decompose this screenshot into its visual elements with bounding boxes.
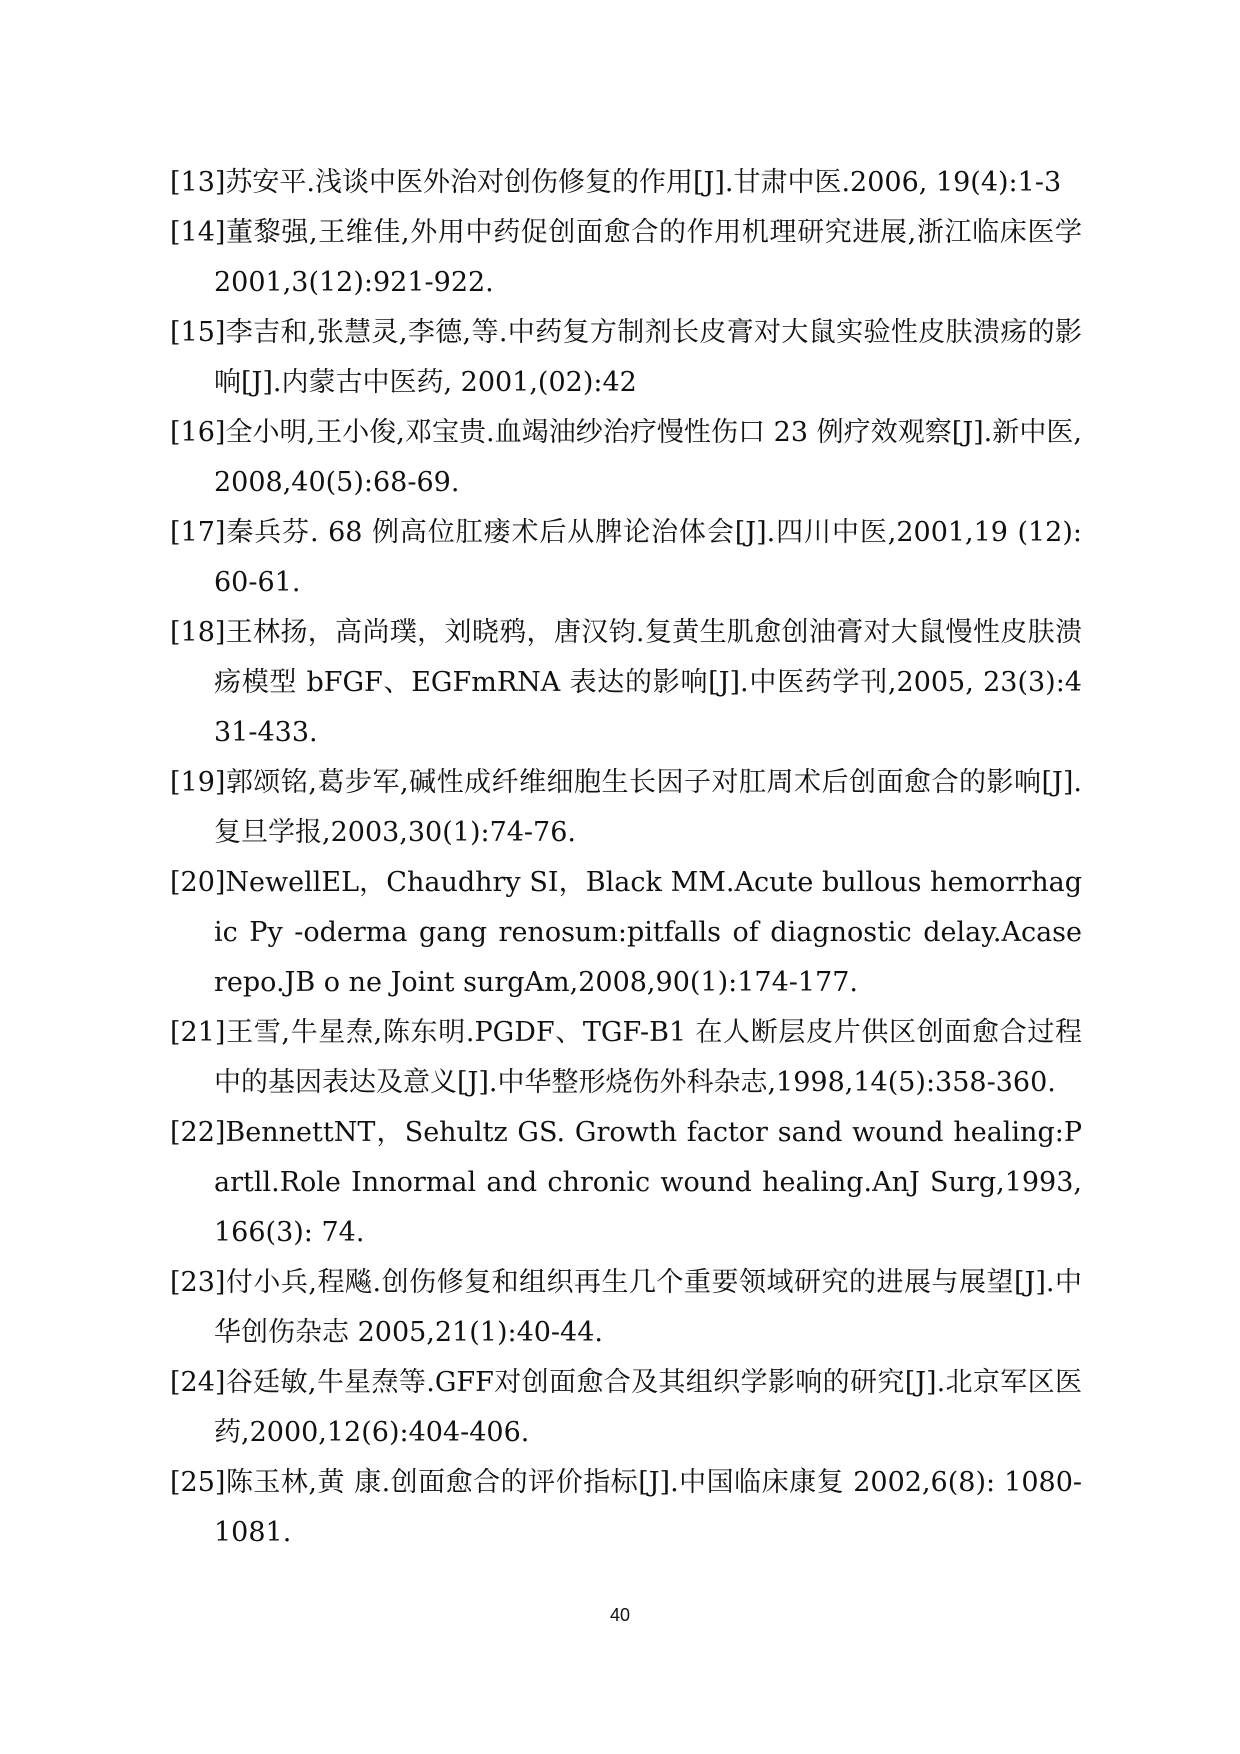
reference-item-14: [14]董黎强,王维佳,外用中药促创面愈合的作用机理研究进展,浙江临床医学 2001,3(12):921-922. — [170, 217, 1082, 298]
reference-item-22: [22]BennettNT，Sehultz GS. Growth factor sand wound healing:Partll.Role Innormal and chronic wound healing.AnJ Surg,1993,166(3): 74. — [170, 1117, 1082, 1248]
reference-item-23: [23]付小兵,程飚.创伤修复和组织再生几个重要领域研究的进展与展望[J].中华创伤杂志 2005,21(1):40-44. — [170, 1267, 1082, 1348]
reference-item-25: [25]陈玉林,黄 康.创面愈合的评价指标[J].中国临床康复 2002,6(8): 1080-1081. — [170, 1467, 1082, 1548]
reference-list — [170, 158, 1082, 1558]
reference-item-15: [15]李吉和,张慧灵,李德,等.中药复方制剂长皮膏对大鼠实验性皮肤溃疡的影响[J].内蒙古中医药, 2001,(02):42 — [170, 317, 1082, 398]
reference-item-20: [20]NewellEL，Chaudhry SI，Black MM.Acute bullous hemorrhagic Py -oderma gang renosum:pitfalls of diagnostic delay.Acase repo.JB o ne Joint surgAm,2008,90(1):174-177. — [170, 867, 1082, 998]
reference-item-24: [24]谷廷敏,牛星焘等.GFF对创面愈合及其组织学影响的研究[J].北京军区医药,2000,12(6):404-406. — [170, 1367, 1082, 1448]
reference-item-16: [16]全小明,王小俊,邓宝贵.血竭油纱治疗慢性伤口 23 例疗效观察[J].新中医,2008,40(5):68-69. — [170, 417, 1082, 498]
reference-item-19: [19]郭颂铭,葛步军,碱性成纤维细胞生长因子对肛周术后创面愈合的影响[J].复旦学报,2003,30(1):74-76. — [170, 767, 1082, 848]
reference-item-13: [13]苏安平.浅谈中医外治对创伤修复的作用[J].甘肃中医.2006, 19(4):1-3 — [170, 167, 1062, 198]
reference-item-18: [18]王林扬，高尚璞，刘晓鸦，唐汉钧.复黄生肌愈创油膏对大鼠慢性皮肤溃疡模型 bFGF、EGFmRNA 表达的影响[J].中医药学刊,2005, 23(3):431-433. — [170, 617, 1082, 748]
page-number: 40 — [609, 1605, 631, 1625]
reference-item-21: [21]王雪,牛星焘,陈东明.PGDF、TGF-B1 在人断层皮片供区创面愈合过程中的基因表达及意义[J].中华整形烧伤外科杂志,1998,14(5):358-360. — [170, 1017, 1082, 1098]
reference-item-17: [17]秦兵芬. 68 例高位肛瘘术后从脾论治体会[J].四川中医,2001,19 (12): 60-61. — [170, 517, 1082, 598]
